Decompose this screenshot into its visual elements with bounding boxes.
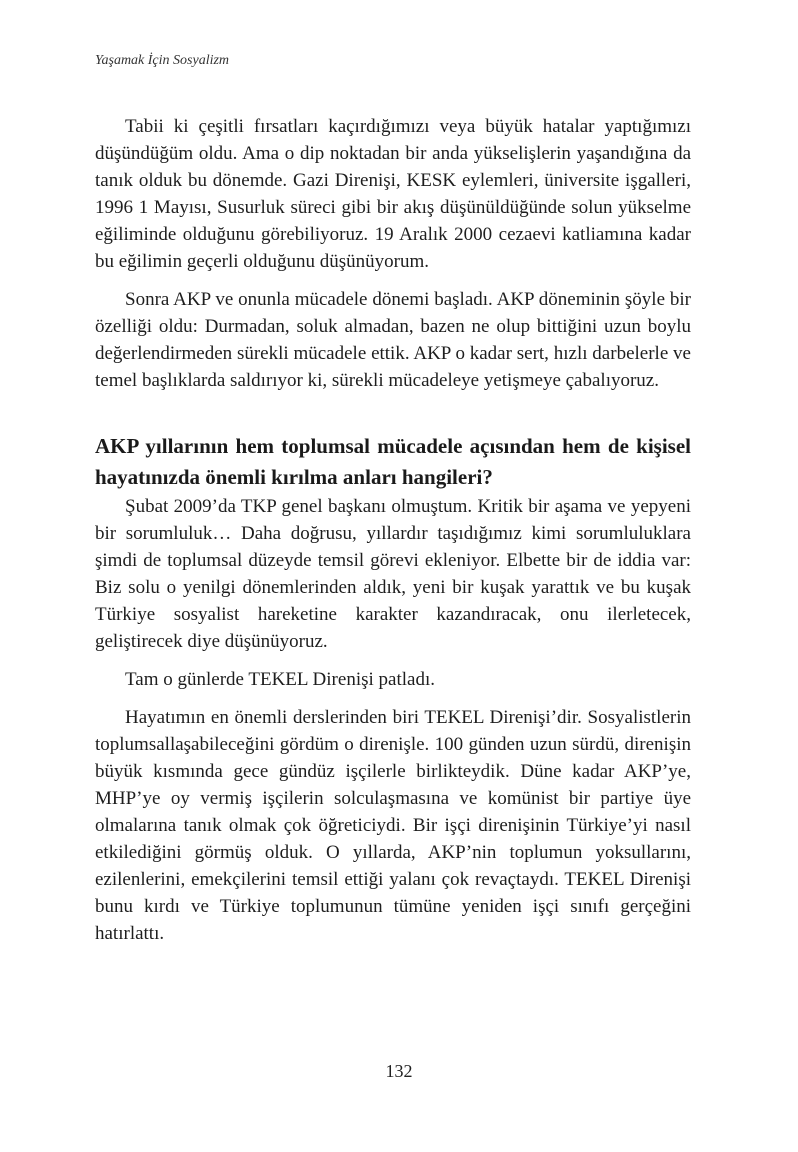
paragraph-3: Şubat 2009’da TKP genel başkanı olmuştum. Kritik bir aşama ve yepyeni bir sorumluluk… Daha doğrusu, yıllardır taşıdığımız kimi sorumluluklara şimdi de toplumsal düzeyde temsil görevi ekleniyor. Elbette bir de iddia var: Biz solu o yenilgi dönemlerinden aldık, yeni bir kuşak yarattık ve bu kuşak Türkiye sosyalist hareketine karakter kazandıracak, onu ilerletecek, geliştirecek diye düşünüyoruz.: [95, 496, 691, 652]
page-number: 132: [385, 1061, 413, 1081]
paragraph-1: Tabii ki çeşitli fırsatları kaçırdığımızı veya büyük hatalar yaptığımızı düşündüğüm oldu. Ama o dip noktadan bir anda yükselişlerin yaşandığına da tanık olduk bu dönemde. Gazi Direnişi, KESK eylemleri, üniversite işgalleri, 1996 1 Mayısı, Susurluk süreci gibi bir akış düşünüldüğünde solun yükselme eğiliminde olduğunu görebiliyoruz. 19 Aralık 2000 cezaevi katliamına kadar bu eğilimin geçerli olduğunu düşünüyorum.: [95, 116, 691, 272]
paragraph-4: Tam o günlerde TEKEL Direnişi patladı.: [125, 669, 435, 690]
running-header: Yaşamak İçin Sosyalizm: [95, 53, 230, 68]
section-heading: AKP yıllarının hem toplumsal mücadele açısından hem de kişisel hayatınızda önemli kırılma anları hangileri?: [95, 434, 691, 489]
paragraph-2: Sonra AKP ve onunla mücadele dönemi başladı. AKP döneminin şöyle bir özelliği oldu: Durmadan, soluk almadan, bazen ne olup bittiğini uzun boylu değerlendirmeden sürekli mücadele ettik. AKP o kadar sert, hızlı darbelerle ve temel başlıklarda saldırıyor ki, sürekli mücadeleye yetişmeye çabalıyoruz.: [95, 289, 691, 391]
page-body: [95, 113, 691, 947]
paragraph-5: Hayatımın en önemli derslerinden biri TEKEL Direnişi’dir. Sosyalistlerin toplumsallaşabileceğini gördüm o direnişle. 100 günden uzun sürdü, direnişin büyük kısmında gece gündüz işçilerle birlikteydik. Düne kadar AKP’ye, MHP’ye oy vermiş işçilerin solculaşmasına ve komünist bir partiye üye olmalarına tanık olmak çok öğreticiydi. Bir işçi direnişinin Türkiye’yi nasıl etkilediğini görmüş olduk. O yıllarda, AKP’nin toplumun yoksullarını, ezilenlerini, emekçilerini temsil ettiği yalanı çok revaçtaydı. TEKEL Direnişi bunu kırdı ve Türkiye toplumunun tümüne yeniden işçi sınıfı gerçeğini hatırlattı.: [95, 707, 691, 944]
